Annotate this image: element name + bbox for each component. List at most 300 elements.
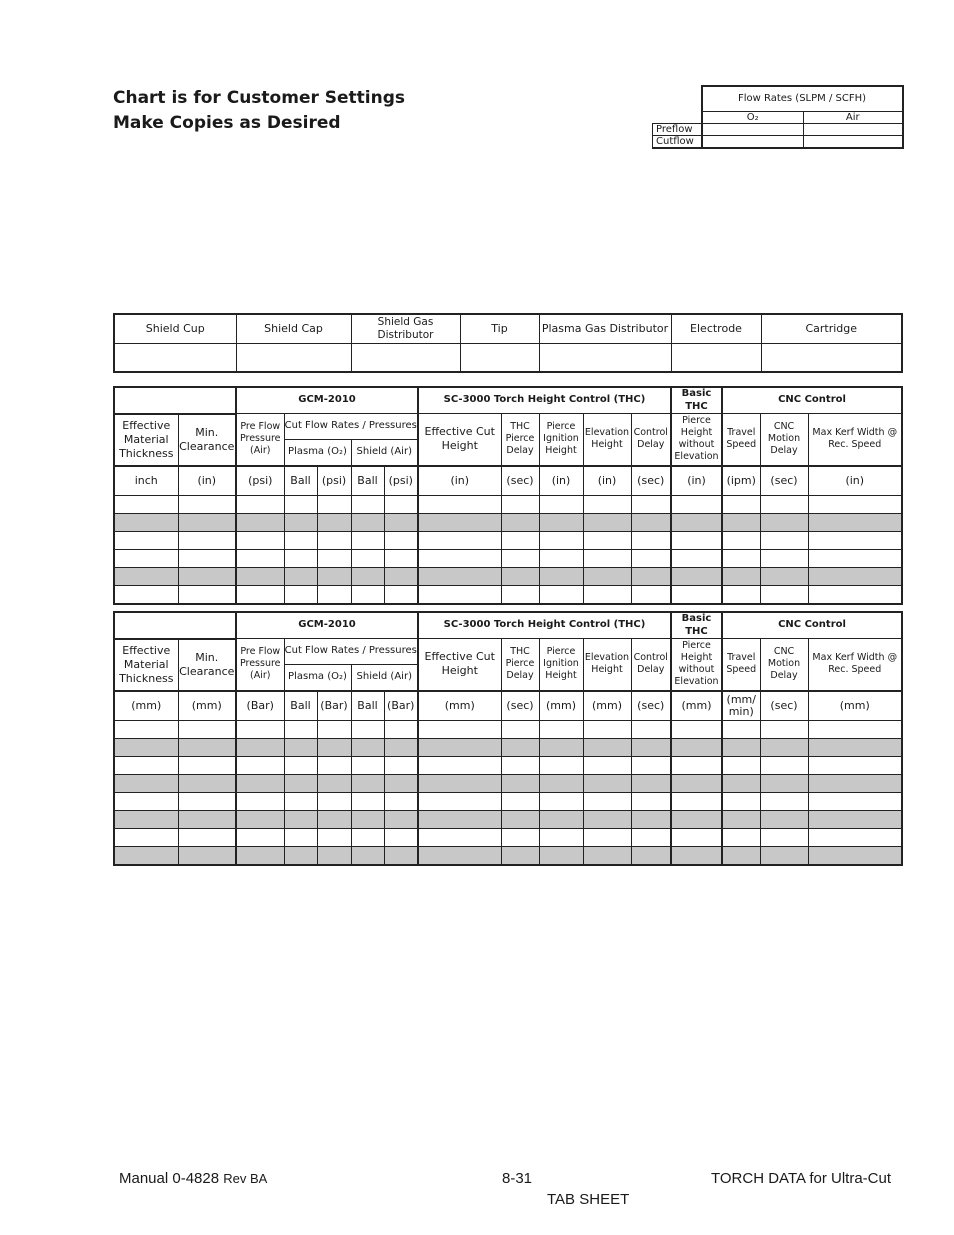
entry-cell[interactable] [539, 757, 583, 775]
entry-cell[interactable] [808, 721, 902, 739]
entry-cell[interactable] [317, 550, 351, 568]
entry-cell[interactable] [114, 586, 178, 604]
entry-cell[interactable] [722, 586, 760, 604]
unit: (mm/ min) [722, 691, 760, 721]
footer-manual-number: Manual 0-4828 [119, 1170, 220, 1187]
entry-cell[interactable] [317, 721, 351, 739]
entry-cell[interactable] [808, 568, 902, 586]
imperial-body [114, 496, 902, 604]
entry-cell[interactable] [351, 829, 384, 847]
parts-header-plasma-gas-distributor: Plasma Gas Distributor [539, 314, 671, 343]
entry-cell[interactable] [384, 514, 418, 532]
entry-cell[interactable] [671, 532, 722, 550]
flow-cell[interactable] [702, 123, 804, 135]
entry-cell[interactable] [722, 568, 760, 586]
group-basic-thc: Basic THC [671, 612, 722, 639]
entry-cell[interactable] [583, 757, 631, 775]
entry-cell[interactable] [722, 496, 760, 514]
col-travel-speed: Travel Speed [722, 414, 760, 466]
entry-cell[interactable] [671, 829, 722, 847]
group-gcm: GCM-2010 [236, 612, 418, 639]
entry-cell[interactable] [808, 532, 902, 550]
parts-cell[interactable] [460, 343, 539, 372]
entry-cell[interactable] [539, 568, 583, 586]
entry-cell[interactable] [583, 739, 631, 757]
unit: (mm) [808, 691, 902, 721]
entry-cell[interactable] [583, 847, 631, 865]
entry-cell[interactable] [631, 721, 671, 739]
entry-cell[interactable] [351, 586, 384, 604]
entry-cell[interactable] [178, 721, 236, 739]
entry-cell[interactable] [114, 550, 178, 568]
entry-cell[interactable] [317, 739, 351, 757]
entry-cell[interactable] [284, 721, 317, 739]
entry-cell[interactable] [317, 847, 351, 865]
entry-cell[interactable] [631, 532, 671, 550]
entry-cell[interactable] [539, 496, 583, 514]
unit: (Bar) [317, 691, 351, 721]
entry-cell[interactable] [501, 550, 539, 568]
flow-row-preflow: Preflow [653, 123, 702, 135]
entry-cell[interactable] [351, 739, 384, 757]
flow-blank-2 [653, 111, 702, 123]
unit: (ipm) [722, 466, 760, 496]
entry-cell[interactable] [808, 586, 902, 604]
entry-cell[interactable] [631, 775, 671, 793]
entry-cell[interactable] [671, 757, 722, 775]
unit: (sec) [760, 466, 808, 496]
entry-cell[interactable] [284, 550, 317, 568]
entry-cell[interactable] [760, 829, 808, 847]
entry-cell[interactable] [317, 793, 351, 811]
entry-cell[interactable] [760, 793, 808, 811]
entry-cell[interactable] [671, 739, 722, 757]
entry-cell[interactable] [351, 514, 384, 532]
unit: (Bar) [384, 691, 418, 721]
entry-cell[interactable] [671, 847, 722, 865]
entry-cell[interactable] [317, 514, 351, 532]
entry-cell[interactable] [384, 586, 418, 604]
entry-cell[interactable] [418, 757, 501, 775]
entry-cell[interactable] [384, 721, 418, 739]
table-row [114, 829, 902, 847]
entry-cell[interactable] [351, 793, 384, 811]
entry-cell[interactable] [501, 811, 539, 829]
entry-cell[interactable] [284, 829, 317, 847]
entry-cell[interactable] [236, 775, 284, 793]
entry-cell[interactable] [760, 847, 808, 865]
entry-cell[interactable] [760, 568, 808, 586]
entry-cell[interactable] [671, 775, 722, 793]
unit: (mm) [671, 691, 722, 721]
unit: (in) [583, 466, 631, 496]
entry-cell[interactable] [583, 586, 631, 604]
entry-cell[interactable] [501, 496, 539, 514]
entry-cell[interactable] [539, 739, 583, 757]
entry-cell[interactable] [583, 793, 631, 811]
entry-cell[interactable] [178, 550, 236, 568]
entry-cell[interactable] [583, 550, 631, 568]
col-cnc-motion: CNC Motion Delay [760, 414, 808, 466]
entry-cell[interactable] [808, 847, 902, 865]
entry-cell[interactable] [671, 586, 722, 604]
unit: (psi) [317, 466, 351, 496]
entry-cell[interactable] [722, 829, 760, 847]
entry-cell[interactable] [583, 496, 631, 514]
entry-cell[interactable] [236, 757, 284, 775]
entry-cell[interactable] [631, 514, 671, 532]
entry-cell[interactable] [114, 532, 178, 550]
entry-cell[interactable] [418, 586, 501, 604]
entry-cell[interactable] [284, 793, 317, 811]
flow-row-cutflow: Cutflow [653, 135, 702, 148]
parts-cell[interactable] [114, 343, 236, 372]
entry-cell[interactable] [631, 739, 671, 757]
entry-cell[interactable] [631, 550, 671, 568]
unit: (mm) [114, 691, 178, 721]
entry-cell[interactable] [418, 721, 501, 739]
entry-cell[interactable] [583, 568, 631, 586]
parts-cell[interactable] [761, 343, 902, 372]
col-clearance: Min. Clearance [178, 639, 236, 691]
blank-corner [114, 612, 236, 639]
entry-cell[interactable] [114, 496, 178, 514]
entry-cell[interactable] [418, 811, 501, 829]
entry-cell[interactable] [178, 757, 236, 775]
entry-cell[interactable] [722, 550, 760, 568]
unit: (sec) [501, 466, 539, 496]
entry-cell[interactable] [384, 775, 418, 793]
entry-cell[interactable] [384, 739, 418, 757]
entry-cell[interactable] [671, 568, 722, 586]
entry-cell[interactable] [351, 757, 384, 775]
entry-cell[interactable] [808, 550, 902, 568]
entry-cell[interactable] [808, 775, 902, 793]
group-thc: SC-3000 Torch Height Control (THC) [418, 387, 671, 414]
entry-cell[interactable] [631, 568, 671, 586]
entry-cell[interactable] [114, 847, 178, 865]
flow-cell[interactable] [804, 123, 903, 135]
entry-cell[interactable] [236, 721, 284, 739]
entry-cell[interactable] [114, 514, 178, 532]
entry-cell[interactable] [539, 775, 583, 793]
entry-cell[interactable] [351, 775, 384, 793]
entry-cell[interactable] [671, 793, 722, 811]
col-plasma: Plasma (O₂) [284, 665, 351, 691]
entry-cell[interactable] [114, 568, 178, 586]
entry-cell[interactable] [114, 793, 178, 811]
entry-cell[interactable] [631, 496, 671, 514]
entry-cell[interactable] [539, 811, 583, 829]
footer-tab: TAB SHEET [547, 1191, 630, 1208]
col-control-delay: Control Delay [631, 414, 671, 466]
entry-cell[interactable] [501, 532, 539, 550]
flow-cell[interactable] [804, 135, 903, 148]
entry-cell[interactable] [501, 568, 539, 586]
entry-cell[interactable] [384, 793, 418, 811]
parts-header-tip: Tip [460, 314, 539, 343]
entry-cell[interactable] [722, 775, 760, 793]
entry-cell[interactable] [760, 586, 808, 604]
entry-cell[interactable] [284, 811, 317, 829]
entry-cell[interactable] [631, 757, 671, 775]
col-plasma: Plasma (O₂) [284, 440, 351, 466]
entry-cell[interactable] [351, 568, 384, 586]
unit: (mm) [178, 691, 236, 721]
entry-cell[interactable] [284, 532, 317, 550]
entry-cell[interactable] [317, 811, 351, 829]
entry-cell[interactable] [384, 550, 418, 568]
table-row [114, 532, 902, 550]
entry-cell[interactable] [284, 568, 317, 586]
entry-cell[interactable] [631, 829, 671, 847]
entry-cell[interactable] [178, 811, 236, 829]
entry-cell[interactable] [114, 829, 178, 847]
entry-cell[interactable] [671, 550, 722, 568]
entry-cell[interactable] [114, 739, 178, 757]
entry-cell[interactable] [178, 568, 236, 586]
entry-cell[interactable] [418, 793, 501, 811]
entry-cell[interactable] [284, 757, 317, 775]
entry-cell[interactable] [583, 721, 631, 739]
entry-cell[interactable] [722, 739, 760, 757]
entry-cell[interactable] [384, 496, 418, 514]
col-shield: Shield (Air) [351, 440, 418, 466]
entry-cell[interactable] [501, 757, 539, 775]
entry-cell[interactable] [178, 532, 236, 550]
col-pierce-no-elevation: Pierce Height without Elevation [671, 639, 722, 691]
entry-cell[interactable] [631, 847, 671, 865]
entry-cell[interactable] [236, 793, 284, 811]
entry-cell[interactable] [583, 811, 631, 829]
entry-cell[interactable] [501, 721, 539, 739]
table-row [114, 739, 902, 757]
entry-cell[interactable] [722, 793, 760, 811]
entry-cell[interactable] [284, 514, 317, 532]
entry-cell[interactable] [317, 568, 351, 586]
entry-cell[interactable] [351, 550, 384, 568]
entry-cell[interactable] [351, 847, 384, 865]
entry-cell[interactable] [583, 514, 631, 532]
unit: (in) [808, 466, 902, 496]
entry-cell[interactable] [760, 550, 808, 568]
entry-cell[interactable] [351, 721, 384, 739]
col-cutflow: Cut Flow Rates / Pressures [284, 414, 418, 440]
parts-cell[interactable] [539, 343, 671, 372]
entry-cell[interactable] [808, 496, 902, 514]
entry-cell[interactable] [501, 793, 539, 811]
entry-cell[interactable] [178, 793, 236, 811]
entry-cell[interactable] [236, 532, 284, 550]
entry-cell[interactable] [722, 757, 760, 775]
entry-cell[interactable] [722, 811, 760, 829]
entry-cell[interactable] [317, 757, 351, 775]
entry-cell[interactable] [178, 739, 236, 757]
entry-cell[interactable] [539, 829, 583, 847]
entry-cell[interactable] [539, 721, 583, 739]
col-pierce-ignition: Pierce Ignition Height [539, 639, 583, 691]
entry-cell[interactable] [418, 496, 501, 514]
table-row [114, 550, 902, 568]
entry-cell[interactable] [501, 775, 539, 793]
unit: (in) [539, 466, 583, 496]
entry-cell[interactable] [722, 514, 760, 532]
entry-cell[interactable] [236, 586, 284, 604]
entry-cell[interactable] [539, 514, 583, 532]
entry-cell[interactable] [539, 793, 583, 811]
entry-cell[interactable] [760, 811, 808, 829]
parts-cell[interactable] [351, 343, 460, 372]
entry-cell[interactable] [351, 811, 384, 829]
entry-cell[interactable] [236, 739, 284, 757]
entry-cell[interactable] [178, 514, 236, 532]
entry-cell[interactable] [284, 847, 317, 865]
entry-cell[interactable] [114, 775, 178, 793]
entry-cell[interactable] [114, 721, 178, 739]
unit: (in) [671, 466, 722, 496]
entry-cell[interactable] [760, 514, 808, 532]
entry-cell[interactable] [808, 514, 902, 532]
col-control-delay: Control Delay [631, 639, 671, 691]
entry-cell[interactable] [236, 811, 284, 829]
col-thc-delay: THC Pierce Delay [501, 639, 539, 691]
entry-cell[interactable] [351, 496, 384, 514]
entry-cell[interactable] [583, 532, 631, 550]
entry-cell[interactable] [178, 775, 236, 793]
entry-cell[interactable] [384, 811, 418, 829]
entry-cell[interactable] [317, 496, 351, 514]
table-row [114, 586, 902, 604]
col-pierce-no-elevation: Pierce Height without Elevation [671, 414, 722, 466]
units-row [114, 691, 902, 721]
blank-corner [114, 387, 236, 414]
col-kerf: Max Kerf Width @ Rec. Speed [808, 414, 902, 466]
entry-cell[interactable] [539, 550, 583, 568]
col-thc-delay: THC Pierce Delay [501, 414, 539, 466]
entry-cell[interactable] [236, 496, 284, 514]
entry-cell[interactable] [501, 739, 539, 757]
entry-cell[interactable] [501, 847, 539, 865]
entry-cell[interactable] [236, 550, 284, 568]
entry-cell[interactable] [539, 847, 583, 865]
entry-cell[interactable] [583, 829, 631, 847]
entry-cell[interactable] [317, 775, 351, 793]
table-row [114, 721, 902, 739]
unit: (in) [178, 466, 236, 496]
entry-cell[interactable] [384, 829, 418, 847]
entry-cell[interactable] [808, 793, 902, 811]
entry-cell[interactable] [539, 532, 583, 550]
footer-section: TORCH DATA for Ultra-Cut [711, 1170, 892, 1187]
entry-cell[interactable] [178, 829, 236, 847]
table-row [114, 496, 902, 514]
entry-cell[interactable] [722, 532, 760, 550]
entry-cell[interactable] [351, 532, 384, 550]
entry-cell[interactable] [236, 568, 284, 586]
col-clearance: Min. Clearance [178, 414, 236, 466]
entry-cell[interactable] [418, 514, 501, 532]
entry-cell[interactable] [539, 586, 583, 604]
entry-cell[interactable] [114, 757, 178, 775]
entry-cell[interactable] [317, 586, 351, 604]
entry-cell[interactable] [671, 811, 722, 829]
entry-cell[interactable] [760, 775, 808, 793]
entry-cell[interactable] [178, 586, 236, 604]
entry-cell[interactable] [418, 532, 501, 550]
entry-cell[interactable] [418, 829, 501, 847]
entry-cell[interactable] [384, 568, 418, 586]
parts-cell[interactable] [671, 343, 761, 372]
unit: inch [114, 466, 178, 496]
entry-cell[interactable] [631, 811, 671, 829]
entry-cell[interactable] [418, 847, 501, 865]
entry-cell[interactable] [384, 757, 418, 775]
entry-cell[interactable] [418, 775, 501, 793]
entry-cell[interactable] [501, 586, 539, 604]
flow-blank [653, 86, 702, 111]
entry-cell[interactable] [236, 829, 284, 847]
entry-cell[interactable] [284, 775, 317, 793]
entry-cell[interactable] [583, 775, 631, 793]
entry-cell[interactable] [760, 496, 808, 514]
entry-cell[interactable] [760, 739, 808, 757]
table-row [114, 514, 902, 532]
entry-cell[interactable] [808, 811, 902, 829]
entry-cell[interactable] [178, 847, 236, 865]
unit: Ball [351, 691, 384, 721]
unit: (psi) [236, 466, 284, 496]
entry-cell[interactable] [418, 568, 501, 586]
entry-cell[interactable] [808, 739, 902, 757]
entry-cell[interactable] [236, 514, 284, 532]
entry-cell[interactable] [631, 586, 671, 604]
entry-cell[interactable] [418, 739, 501, 757]
entry-cell[interactable] [808, 757, 902, 775]
entry-cell[interactable] [671, 496, 722, 514]
entry-cell[interactable] [384, 847, 418, 865]
entry-cell[interactable] [671, 514, 722, 532]
entry-cell[interactable] [178, 496, 236, 514]
table-row [114, 568, 902, 586]
entry-cell[interactable] [284, 496, 317, 514]
entry-cell[interactable] [808, 829, 902, 847]
entry-cell[interactable] [760, 532, 808, 550]
entry-cell[interactable] [631, 793, 671, 811]
entry-cell[interactable] [284, 739, 317, 757]
entry-cell[interactable] [760, 757, 808, 775]
entry-cell[interactable] [317, 532, 351, 550]
entry-cell[interactable] [760, 721, 808, 739]
entry-cell[interactable] [317, 829, 351, 847]
entry-cell[interactable] [418, 550, 501, 568]
entry-cell[interactable] [722, 847, 760, 865]
entry-cell[interactable] [114, 811, 178, 829]
entry-cell[interactable] [501, 514, 539, 532]
footer-rev: Rev BA [223, 1171, 268, 1186]
page-title [113, 86, 405, 136]
entry-cell[interactable] [722, 721, 760, 739]
unit: (Bar) [236, 691, 284, 721]
unit: (psi) [384, 466, 418, 496]
footer-manual [119, 1170, 267, 1187]
entry-cell[interactable] [236, 847, 284, 865]
entry-cell[interactable] [284, 586, 317, 604]
flow-cell[interactable] [702, 135, 804, 148]
entry-cell[interactable] [384, 532, 418, 550]
entry-cell[interactable] [671, 721, 722, 739]
entry-cell[interactable] [501, 829, 539, 847]
parts-cell[interactable] [236, 343, 351, 372]
